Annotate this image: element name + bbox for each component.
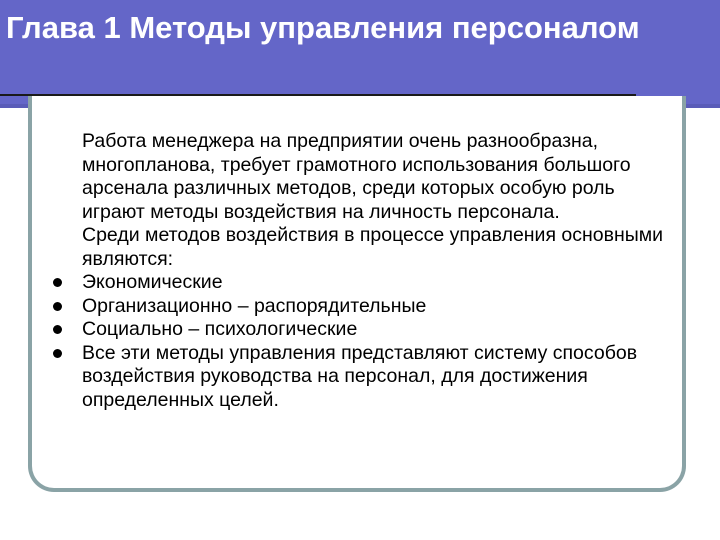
- intro-paragraph: Работа менеджера на предприятии очень разнообразна, многопланова, требует грамотного использования большого арсенала различных методов, среди которых особую роль играют методы воздействия на личность персонала.: [82, 130, 631, 223]
- title-bar: [0, 0, 720, 108]
- bullet-text: Экономические: [82, 271, 223, 293]
- bullet-item-economic: [52, 271, 672, 295]
- bullet-item-social: [52, 318, 672, 342]
- bullet-text: Социально – психологические: [82, 318, 358, 340]
- slide-content: [52, 130, 672, 412]
- bullet-icon: [53, 302, 62, 311]
- slide-title: Глава 1 Методы управления персоналом: [6, 10, 640, 45]
- bullet-text: Все эти методы управления представляют систему способов воздействия руководства на персонал, для достижения определенных целей.: [82, 341, 638, 411]
- bullet-text: Организационно – распорядительные: [82, 294, 427, 317]
- bullet-item-summary: [52, 342, 672, 413]
- bullet-icon: [53, 278, 62, 287]
- bullet-icon: [53, 325, 62, 334]
- methods-intro-paragraph: Среди методов воздействия в процессе управления основными являются:: [82, 224, 664, 270]
- bullet-icon: [53, 349, 62, 358]
- bullet-item-organizational: [52, 295, 672, 319]
